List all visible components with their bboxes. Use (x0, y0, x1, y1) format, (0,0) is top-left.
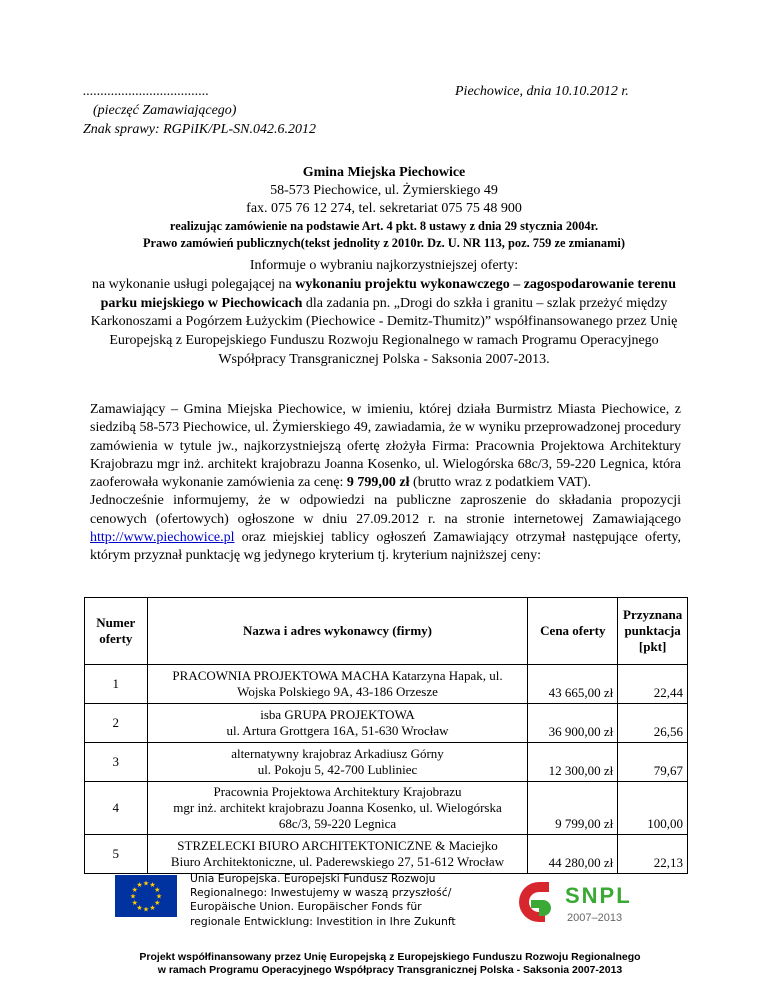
contractor-line: ul. Artura Grottgera 16A, 51-630 Wrocław (226, 723, 449, 738)
organization-name: Gmina Miejska Piechowice (302, 165, 466, 180)
eu-fund-text (190, 872, 456, 929)
eu-star-icon: ★ (136, 903, 143, 912)
contractor-cell (147, 782, 528, 835)
info-project-title: wykonaniu projektu wykonawczego – zagospodarowanie terenu parku miejskiego w Piechowicach (100, 276, 677, 311)
snpl-name: SNPL (565, 883, 632, 908)
offer-points: 26,56 (618, 704, 688, 743)
offer-number: 4 (85, 782, 148, 835)
offer-number: 1 (85, 665, 148, 704)
sender-block (83, 82, 316, 139)
header-points: Przyznana punktacja [pkt] (618, 598, 688, 665)
contractor-line: ul. Pokoju 5, 42-700 Lubliniec (257, 762, 418, 777)
paragraph-winner-end: (brutto wraz z podatkiem VAT). (409, 475, 591, 491)
table-row (85, 665, 688, 704)
place-date: Piechowice, dnia 10.10.2012 r. (455, 84, 629, 99)
contractor-line: alternatywny krajobraz Arkadiusz Górny (231, 746, 444, 761)
offer-price: 43 665,00 zł (528, 665, 618, 704)
contractor-line: Pracownia Projektowa Architektury Krajobrazu (213, 784, 462, 799)
organization-contact: fax. 075 76 12 274, tel. sekretariat 075 75 48 900 (246, 201, 522, 216)
table-header-row (85, 598, 688, 665)
snpl-years: 2007–2013 (567, 912, 623, 924)
offer-price: 36 900,00 zł (528, 704, 618, 743)
contractor-line: isba GRUPA PROJEKTOWA (260, 707, 415, 722)
offer-price: 9 799,00 zł (528, 782, 618, 835)
table-row (85, 704, 688, 743)
contractor-cell (147, 835, 528, 874)
contractor-line: mgr inż. architekt krajobrazu Joanna Kosenko, ul. Wielogórska (173, 800, 502, 815)
eu-text-line: regionale Entwicklung: Investition in Ihre Zukunft (190, 914, 456, 928)
paragraph-offers (90, 492, 681, 565)
header-contractor: Nazwa i adres wykonawcy (firmy) (147, 598, 528, 665)
organization-block (80, 164, 688, 252)
legal-basis-line1: realizując zamówienie na podstawie Art. 4 pkt. 8 ustawy z dnia 29 stycznia 2004r. (169, 219, 599, 233)
offer-points: 22,13 (618, 835, 688, 874)
offers-table (84, 597, 688, 874)
footer (90, 951, 690, 977)
contractor-line: Biuro Architektoniczne, ul. Paderewskiego 27, 51-612 Wrocław (170, 854, 505, 869)
stamp-dots: .................................... (83, 84, 209, 99)
contractor-line: STRZELECKI BIURO ARCHITEKTONICZNE & Maciejko (177, 838, 498, 853)
legal-basis-line2: Prawo zamówień publicznych(tekst jednolity z 2010r. Dz. U. NR 113, poz. 759 ze zmianami) (142, 236, 626, 250)
contractor-line: Wojska Polskiego 9A, 43-186 Orzesze (237, 684, 438, 699)
contractor-line: 68c/3, 59-220 Legnica (278, 816, 397, 831)
contractor-cell (147, 704, 528, 743)
eu-star-icon: ★ (155, 892, 163, 901)
offer-points: 79,67 (618, 743, 688, 782)
info-heading: Informuje o wybraniu najkorzystniejszej oferty: (249, 258, 519, 273)
footer-line1: Projekt współfinansowany przez Unię Europejską z Europejskiego Funduszu Rozwoju Regionalnego (139, 951, 641, 963)
offer-number: 2 (85, 704, 148, 743)
offer-points: 22,44 (618, 665, 688, 704)
eu-star-icon: ★ (149, 881, 156, 890)
eu-star-icon: ★ (131, 886, 138, 894)
offer-price: 12 300,00 zł (528, 743, 618, 782)
info-block (80, 257, 688, 370)
organization-address: 58-573 Piechowice, ul. Żymierskiego 49 (270, 183, 498, 198)
website-link[interactable]: http://www.piechowice.pl (90, 530, 235, 546)
eu-star-icon: ★ (131, 899, 138, 907)
offer-number: 5 (85, 835, 148, 874)
info-paragraph (80, 276, 688, 370)
eu-star-icon: ★ (149, 903, 156, 912)
header-price: Cena oferty (528, 598, 618, 665)
eu-star-icon: ★ (142, 879, 150, 888)
paragraph-offers-start: Jednocześnie informujemy, że w odpowiedzi na publiczne zaproszenie do składania propozycji cenowych (ofertowych) ogłoszone w dniu 27.09.2012 r. na stronie internetowej Zamawiającego (90, 493, 681, 527)
paragraph-winner (90, 401, 681, 492)
eu-star-icon: ★ (136, 881, 143, 890)
table-row (85, 835, 688, 874)
eu-star-icon: ★ (154, 886, 161, 894)
snpl-logo (515, 878, 657, 926)
winning-price: 9 799,00 zł (346, 475, 410, 491)
info-intro: na wykonanie usługi polegającej na (91, 276, 296, 292)
eu-flag-logo (115, 875, 177, 917)
offer-number: 3 (85, 743, 148, 782)
paragraph-winner-text: Zamawiający – Gmina Miejska Piechowice, w imieniu, której działa Burmistrz Miasta Piechowice, z siedzibą 58-573 Piechowice, ul. Żymierskiego 49, zawiadamia, że w wyniku przeprowadzonej procedury zamówienia w tytule jw., najkorzystniejszą ofertę złożyła Firma: Pracownia Projektowa Architektury Krajobrazu mgr inż. architekt krajobrazu Joanna Kosenko, ul. Wielogórska 68c/3, 59-220 Legnica, która zaoferowała wykonanie zamówienia za cenę: (90, 402, 681, 491)
contractor-line: PRACOWNIA PROJEKTOWA MACHA Katarzyna Hapak, ul. (172, 668, 503, 683)
table-row (85, 782, 688, 835)
case-number: Znak sprawy: RGPiIK/PL-SN.042.6.2012 (83, 122, 316, 137)
eu-star-icon: ★ (142, 905, 150, 914)
footer-line2: w ramach Programu Operacyjnego Współpracy Transgranicznej Polska - Saksonia 2007-2013 (157, 964, 623, 976)
info-rest: dla zadania pn. „Drogi do szkła i granitu – szlak przeżyć między Karkonoszami a Pogórzem Łużyckim (Piechowice - Demitz-Thumitz)” współfinansowanego przez Unię Europejską z Europejskiego Funduszu Rozwoju Regionalnego w ramach Programu Operacyjnego Współpracy Transgranicznej Polska - Saksonia 2007-2013. (90, 295, 678, 367)
eu-text-line: Regionalnego: Inwestujemy w waszą przyszłość/ (190, 886, 452, 900)
main-text (90, 401, 681, 566)
eu-star-icon: ★ (154, 899, 161, 907)
eu-text-line: Europäische Union. Europäischer Fonds für (190, 900, 422, 914)
eu-star-icon: ★ (129, 892, 137, 901)
paragraph-offers-end: oraz miejskiej tablicy ogłoszeń Zamawiający otrzymał następujące oferty, którym przyznał punktację wg jedynego kryterium tj. kryterium najniższej ceny: (90, 530, 681, 564)
contractor-cell (147, 665, 528, 704)
offer-points: 100,00 (618, 782, 688, 835)
header-offer-number: Numer oferty (85, 598, 148, 665)
table-row (85, 743, 688, 782)
contractor-cell (147, 743, 528, 782)
offer-price: 44 280,00 zł (528, 835, 618, 874)
stamp-label: (pieczęć Zamawiającego) (93, 103, 237, 118)
eu-text-line: Unia Europejska. Europejski Fundusz Rozwoju (190, 872, 436, 885)
